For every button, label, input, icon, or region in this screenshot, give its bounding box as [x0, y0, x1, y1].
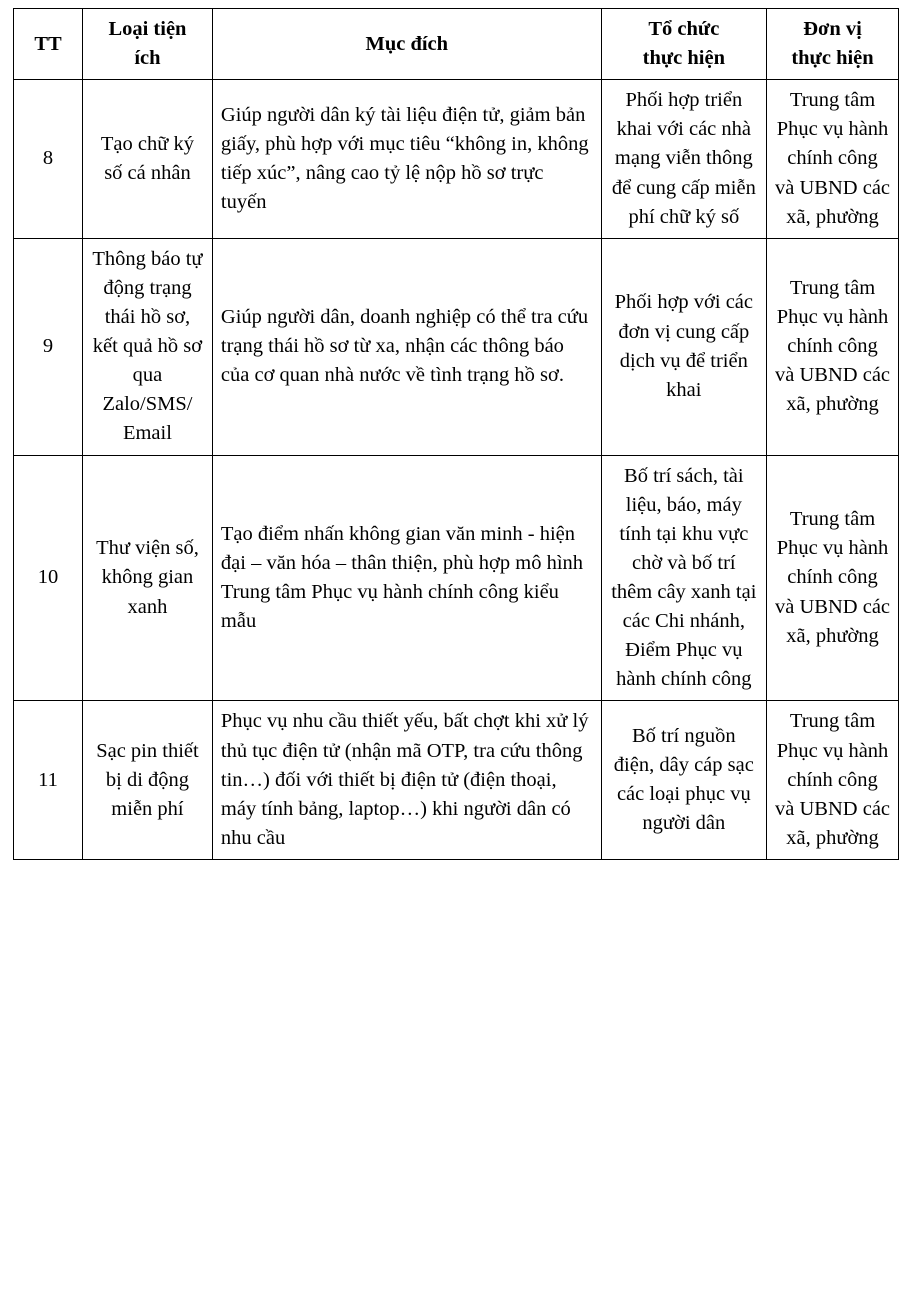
cell-purpose: Giúp người dân, doanh nghiệp có thể tra cứu trạng thái hồ sơ từ xa, nhận các thông báo của cơ quan nhà nước về tình trạng hồ sơ.	[212, 238, 601, 455]
utilities-table	[13, 8, 899, 860]
table-row	[14, 701, 899, 860]
table-header-row	[14, 9, 899, 80]
table-body	[14, 80, 899, 860]
cell-purpose: Tạo điểm nhấn không gian văn minh - hiện đại – văn hóa – thân thiện, phù hợp mô hình Trung tâm Phục vụ hành chính công kiểu mẫu	[212, 455, 601, 701]
cell-unit: Trung tâm Phục vụ hành chính công và UBND các xã, phường	[767, 80, 899, 239]
cell-type: Sạc pin thiết bị di động miễn phí	[83, 701, 213, 860]
column-header-tt-label: TT	[34, 32, 62, 55]
cell-organization: Bố trí nguồn điện, dây cáp sạc các loại phục vụ người dân	[601, 701, 766, 860]
column-header-tt	[14, 9, 83, 80]
cell-tt: 10	[14, 455, 83, 701]
column-header-purpose-label: Mục đích	[365, 32, 449, 55]
column-header-organization-label-line2: thực hiện	[642, 47, 725, 70]
table-row	[14, 455, 899, 701]
column-header-organization	[601, 9, 766, 80]
column-header-type-label-line1: Loại tiện	[108, 18, 187, 40]
column-header-unit-label-line1: Đơn vị	[803, 18, 862, 40]
cell-type: Tạo chữ ký số cá nhân	[83, 80, 213, 239]
cell-type: Thư viện số, không gian xanh	[83, 455, 213, 701]
cell-organization: Phối hợp với các đơn vị cung cấp dịch vụ để triển khai	[601, 238, 766, 455]
table-row	[14, 238, 899, 455]
cell-purpose: Giúp người dân ký tài liệu điện tử, giảm bản giấy, phù hợp với mục tiêu “không in, không tiếp xúc”, nâng cao tỷ lệ nộp hồ sơ trực tuyến	[212, 80, 601, 239]
column-header-unit	[767, 9, 899, 80]
table-header	[14, 9, 899, 80]
cell-tt: 9	[14, 238, 83, 455]
cell-tt: 8	[14, 80, 83, 239]
cell-unit: Trung tâm Phục vụ hành chính công và UBND các xã, phường	[767, 701, 899, 860]
cell-purpose: Phục vụ nhu cầu thiết yếu, bất chợt khi xử lý thủ tục điện tử (nhận mã OTP, tra cứu thông tin…) đối với thiết bị điện tử (điện thoại, máy tính bảng, laptop…) khi người dân có nhu cầu	[212, 701, 601, 860]
column-header-purpose	[212, 9, 601, 80]
cell-organization: Bố trí sách, tài liệu, báo, máy tính tại khu vực chờ và bố trí thêm cây xanh tại các Chi nhánh, Điểm Phục vụ hành chính công	[601, 455, 766, 701]
cell-unit: Trung tâm Phục vụ hành chính công và UBND các xã, phường	[767, 238, 899, 455]
column-header-type	[83, 9, 213, 80]
column-header-type-label-line2: ích	[134, 47, 161, 70]
cell-type: Thông báo tự động trạng thái hồ sơ, kết quả hồ sơ qua Zalo/SMS/ Email	[83, 238, 213, 455]
cell-tt: 11	[14, 701, 83, 860]
cell-organization: Phối hợp triển khai với các nhà mạng viễn thông để cung cấp miễn phí chữ ký số	[601, 80, 766, 239]
table-row	[14, 80, 899, 239]
cell-unit: Trung tâm Phục vụ hành chính công và UBND các xã, phường	[767, 455, 899, 701]
column-header-organization-label-line1: Tổ chức	[648, 18, 720, 40]
column-header-unit-label-line2: thực hiện	[791, 47, 874, 70]
